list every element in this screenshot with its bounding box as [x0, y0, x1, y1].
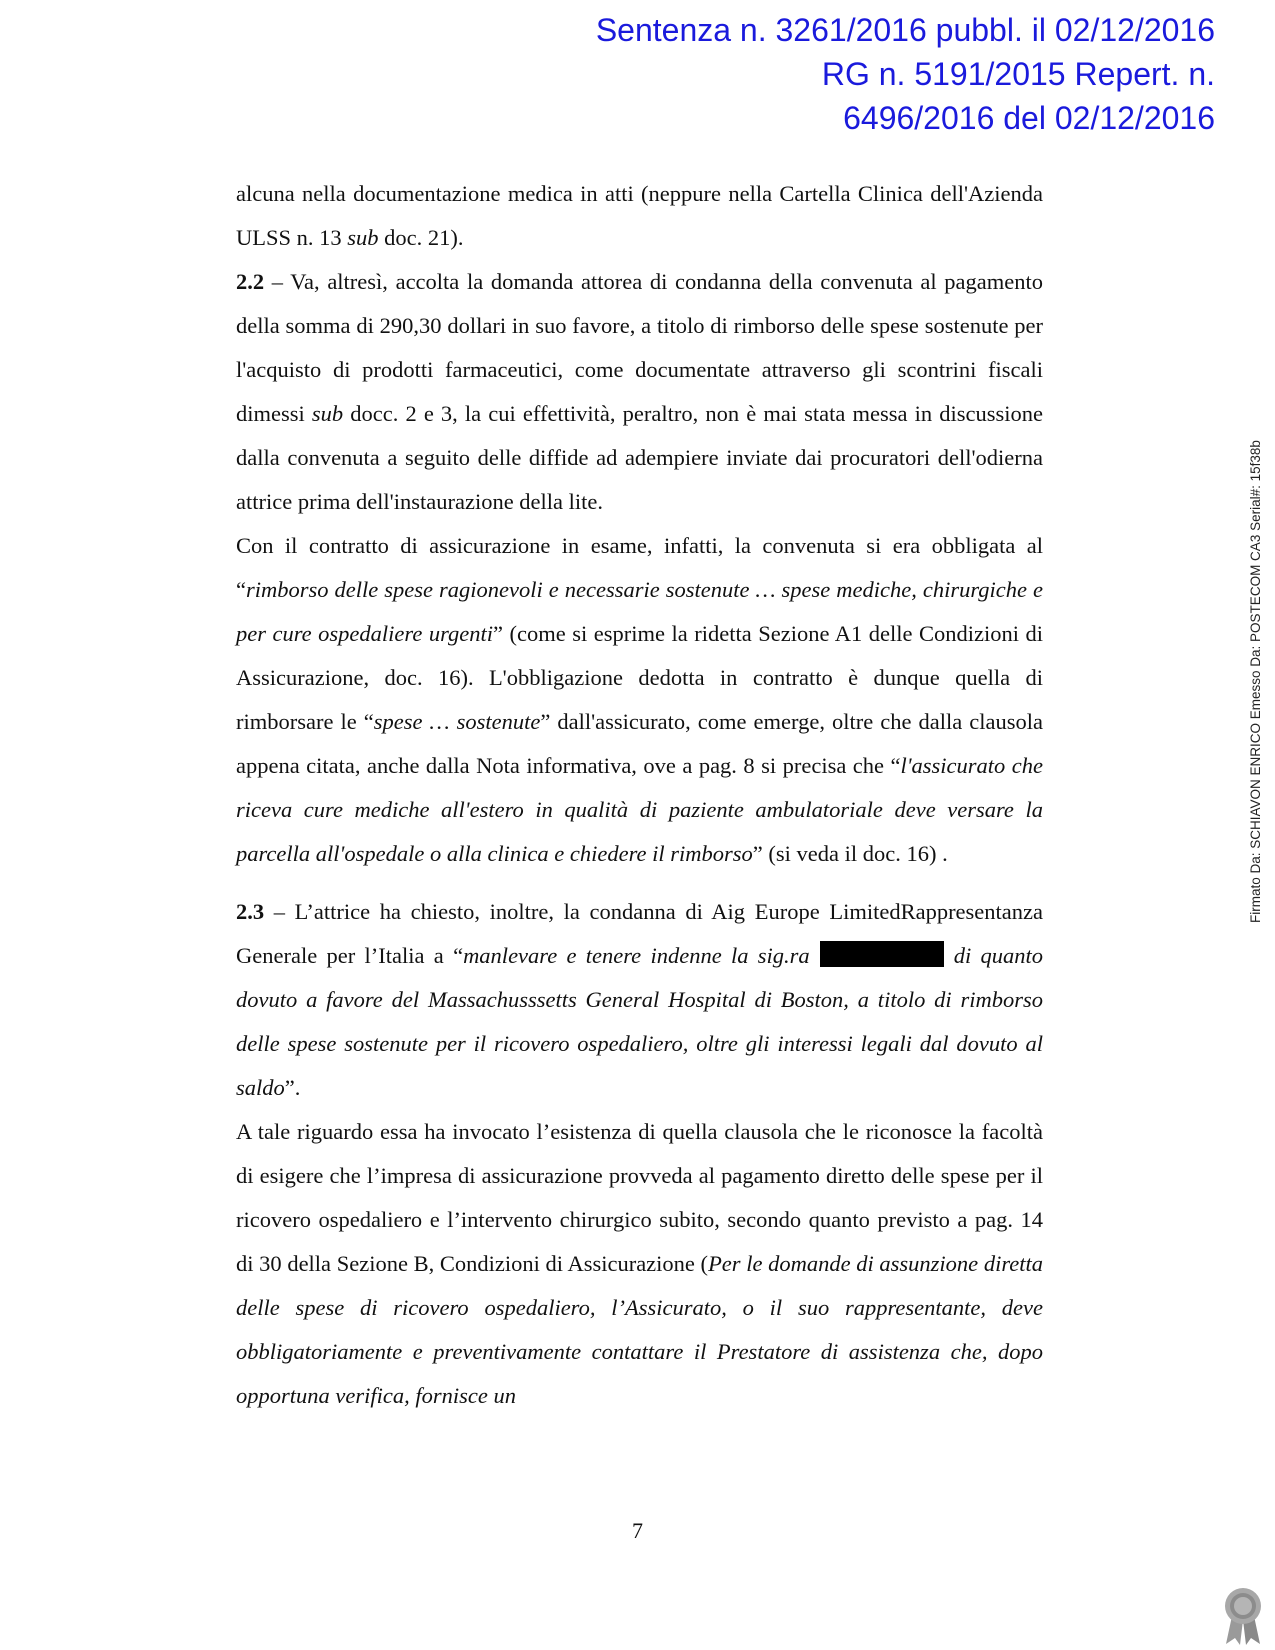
header-line-3: 6496/2016 del 02/12/2016 [843, 100, 1215, 136]
paragraph-2-3 [236, 890, 1043, 1110]
page-number: 7 [632, 1518, 643, 1543]
redaction-block [820, 941, 944, 967]
paragraph-3 [236, 524, 1043, 876]
header-line-2: RG n. 5191/2015 Repert. n. [821, 56, 1215, 92]
italic-span: sub [347, 225, 379, 250]
digital-signature-note: Firmato Da: SCHIAVON ENRICO Emesso Da: POSTECOM CA3 Serial#: 15f38b [1248, 440, 1263, 923]
italic-quote: Per le domande di assunzione diretta delle spese di ricovero ospedaliero, l’Assicurato, o il suo rappresentante, deve obbligatoriamente e preventivamente contattare il Prestatore di assistenza che, dopo opportuna verifica, fornisce un [236, 1251, 1043, 1408]
text-span: ” dall'assicurato, come emerge, oltre che dalla clausola appena citata, anche dalla Nota informativa, ove a pag. 8 si precisa che “ [236, 709, 1044, 778]
text-span: alcuna nella documentazione medica in atti (neppure nella Cartella Clinica dell'Azienda ULSS n. 13 [236, 181, 1043, 250]
text-span: – L’attrice ha chiesto, inoltre, la condanna di Aig Europe LimitedRappresentanza Generale per l’Italia a “ [236, 899, 1043, 968]
text-span: ” (come si esprime la ridetta Sezione A1 delle Condizioni di Assicurazione, doc. 16). L'obbligazione dedotta in contratto è dunque quella di rimborsare le “ [236, 621, 1043, 734]
paragraph-1 [236, 172, 1043, 260]
text-span: Con il contratto di assicurazione in esame, infatti, la convenuta si era obbligata al “ [236, 533, 1043, 602]
text-span: ” (si veda il doc. 16) . [752, 841, 948, 866]
document-header [455, 8, 1215, 140]
seal-icon [1218, 1586, 1268, 1646]
italic-quote: di quanto dovuto a favore del Massachusssetts General Hospital di Boston, a titolo di rimborso delle spese sostenute per il ricovero ospedaliero, oltre gli interessi legali dal dovuto al saldo [236, 943, 1043, 1100]
section-number: 2.2 [236, 269, 265, 294]
header-line-1: Sentenza n. 3261/2016 pubbl. il 02/12/2016 [595, 12, 1215, 48]
section-number: 2.3 [236, 899, 265, 924]
text-span: ”. [284, 1075, 301, 1100]
italic-quote: l'assicurato che riceva cure mediche all'estero in qualità di paziente ambulatoriale deve versare la parcella all'ospedale o alla clinica e chiedere il rimborso [236, 753, 1044, 866]
text-span: docc. 2 e 3, la cui effettività, peraltro, non è mai stata messa in discussione dalla convenuta a seguito delle diffide ad adempiere inviate dai procuratori dell'odierna attrice prima dell'instaurazione della lite. [236, 401, 1043, 514]
document-body [236, 172, 1043, 1418]
italic-quote: rimborso delle spese ragionevoli e necessarie sostenute … spese mediche, chirurgiche e per cure ospedaliere urgenti [236, 577, 1043, 646]
text-span: doc. 21). [378, 225, 464, 250]
paragraph-5 [236, 1110, 1043, 1418]
text-span: – Va, altresì, accolta la domanda attorea di condanna della convenuta al pagamento della somma di 290,30 dollari in suo favore, a titolo di rimborso delle spese sostenute per l'acquisto di prodotti farmaceutici, come documentate attraverso gli scontrini fiscali dimessi [236, 269, 1043, 426]
text-span: A tale riguardo essa ha invocato l’esistenza di quella clausola che le riconosce la facoltà di esigere che l’impresa di assicurazione provveda al pagamento diretto delle spese per il ricovero ospedaliero e l’intervento chirurgico subito, secondo quanto previsto a pag. 14 di 30 della Sezione B, Condizioni di Assicurazione ( [236, 1119, 1043, 1276]
paragraph-2-2 [236, 260, 1043, 524]
italic-quote: manlevare e tenere indenne la sig.ra [463, 943, 810, 968]
italic-quote: spese … sostenute [373, 709, 541, 734]
italic-span: sub [311, 401, 344, 426]
